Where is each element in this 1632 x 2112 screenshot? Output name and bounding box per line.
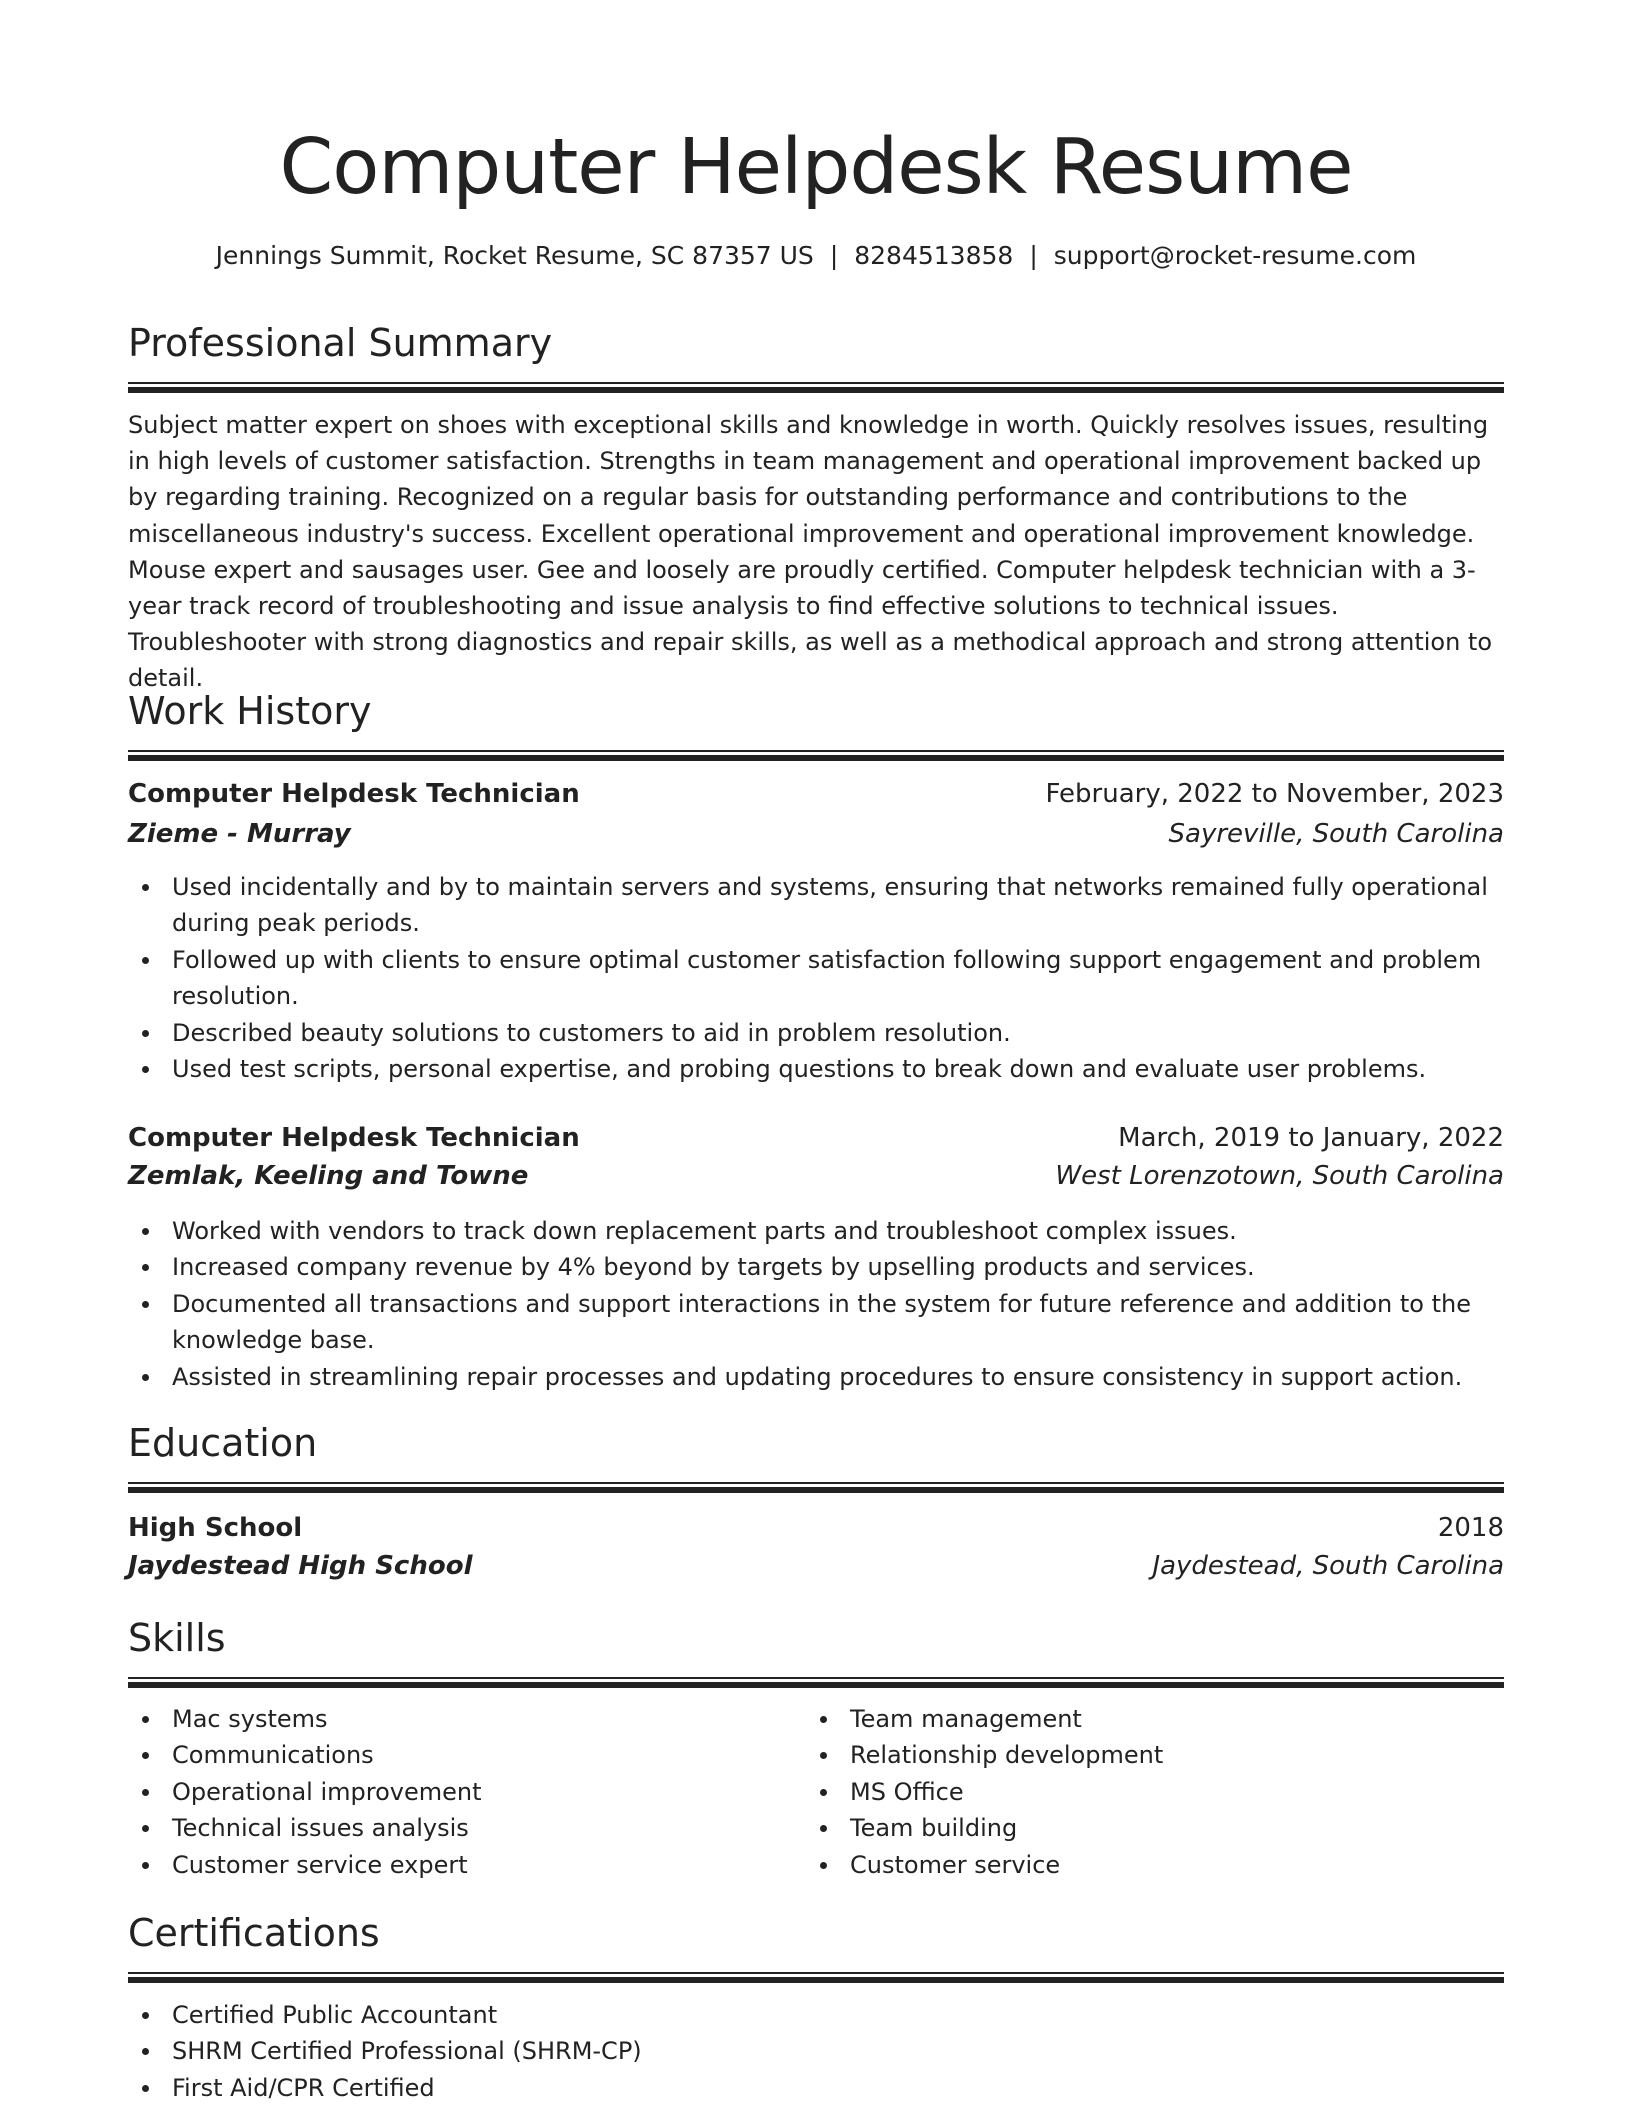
section-divider (128, 1972, 1504, 1983)
section-divider (128, 750, 1504, 761)
education-school: Jaydestead High School (128, 1551, 473, 1581)
education-year: 2018 (1437, 1513, 1504, 1543)
skill-item: Relationship development (806, 1737, 1504, 1773)
summary-text: Subject matter expert on shoes with exceptional skills and knowledge in worth. Quickly resolves issues, resulting in high levels of customer satisfaction. Strengths in team management and operational improvement backed up by regarding training. Recognized on a regular basis for outstanding performance and contributions to the miscellaneous industry's success. Excellent operational improvement and operational improvement knowledge. Mouse expert and sausages user. Gee and loosely are proudly certified. Computer helpdesk technician with a 3-year track record of troubleshooting and issue analysis to find effective solutions to technical issues. Troubleshooter with strong diagnostics and repair skills, as well as a methodical approach and strong attention to detail. (128, 411, 1493, 693)
contact-email[interactable]: support@rocket-resume.com (1053, 241, 1417, 270)
skill-item: Technical issues analysis (128, 1810, 788, 1846)
section-title-work: Work History (128, 689, 372, 733)
work-section (128, 686, 1504, 761)
section-title-certifications: Certifications (128, 1911, 380, 1955)
job-dates: March, 2019 to January, 2022 (1118, 1123, 1504, 1153)
resume-title: Computer Helpdesk Resume (279, 123, 1353, 212)
skill-item: Mac systems (128, 1701, 788, 1737)
certification-item: Certified Public Accountant (128, 1997, 1504, 2033)
section-title-skills: Skills (128, 1616, 226, 1660)
section-divider (128, 382, 1504, 393)
list-item: Described beauty solutions to customers to aid in problem resolution. (128, 1015, 1504, 1051)
education-location: Jaydestead, South Carolina (1152, 1551, 1504, 1581)
contact-line (128, 238, 1504, 274)
list-item: Followed up with clients to ensure optimal customer satisfaction following support engagement and problem resolution. (128, 942, 1504, 1015)
list-item: Used incidentally and by to maintain servers and systems, ensuring that networks remained fully operational during peak periods. (128, 869, 1504, 942)
job-company: Zemlak, Keeling and Towne (128, 1161, 529, 1191)
education-degree: High School (128, 1513, 303, 1543)
list-item: Worked with vendors to track down replacement parts and troubleshoot complex issues. (128, 1213, 1504, 1249)
section-divider (128, 1677, 1504, 1688)
list-item: Documented all transactions and support interactions in the system for future reference and addition to the knowledge base. (128, 1286, 1504, 1359)
job-dates: February, 2022 to November, 2023 (1045, 779, 1504, 809)
list-item: Increased company revenue by 4% beyond by targets by upselling products and services. (128, 1249, 1504, 1285)
list-item: Used test scripts, personal expertise, and probing questions to break down and evaluate user problems. (128, 1051, 1504, 1087)
certifications-section (128, 1908, 1504, 1983)
skill-item: Team building (806, 1810, 1504, 1846)
contact-phone: 8284513858 (854, 241, 1014, 270)
skills-list-left (128, 1701, 788, 1883)
skill-item: Customer service (806, 1847, 1504, 1883)
certification-item: First Aid/CPR Certified (128, 2070, 1504, 2106)
section-title-education: Education (128, 1421, 318, 1465)
job-bullets (128, 869, 1504, 1087)
education-section (128, 1418, 1504, 1493)
job-bullets (128, 1213, 1504, 1395)
contact-address: Jennings Summit, Rocket Resume, SC 87357 US (215, 241, 814, 270)
list-item: Assisted in streamlining repair processes and updating procedures to ensure consistency in support action. (128, 1359, 1504, 1395)
summary-section (128, 318, 1504, 393)
certifications-list (128, 1997, 1504, 2106)
job-header (128, 1119, 1504, 1157)
skills-section (128, 1613, 1504, 1688)
education-header (128, 1509, 1504, 1547)
job-subheader (128, 1157, 1504, 1195)
job-role: Computer Helpdesk Technician (128, 779, 580, 809)
education-subheader (128, 1547, 1504, 1585)
skill-item: Operational improvement (128, 1774, 788, 1810)
contact-separator: | (1029, 241, 1038, 270)
skill-item: Team management (806, 1701, 1504, 1737)
skill-item: MS Office (806, 1774, 1504, 1810)
section-divider (128, 1482, 1504, 1493)
section-title-summary: Professional Summary (128, 321, 553, 365)
job-location: Sayreville, South Carolina (1168, 819, 1504, 849)
skill-item: Communications (128, 1737, 788, 1773)
skill-item: Customer service expert (128, 1847, 788, 1883)
contact-separator: | (829, 241, 839, 270)
job-role: Computer Helpdesk Technician (128, 1123, 580, 1153)
certification-item: SHRM Certified Professional (SHRM-CP) (128, 2033, 1504, 2069)
skills-list-right (806, 1701, 1504, 1883)
job-company: Zieme - Murray (128, 819, 351, 849)
job-subheader (128, 815, 1504, 853)
job-header (128, 775, 1504, 813)
job-location: West Lorenzotown, South Carolina (1055, 1161, 1504, 1191)
